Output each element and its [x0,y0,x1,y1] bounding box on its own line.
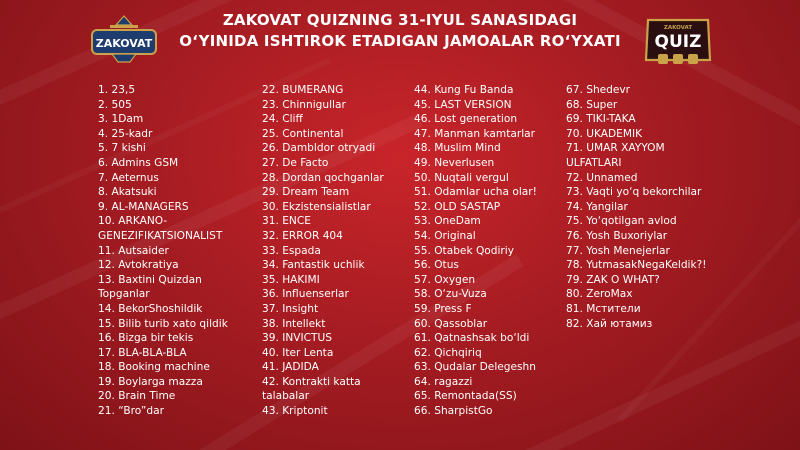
team-list-column-1 [98,83,256,419]
team-list-item: 13. Baxtini Quizdan [98,273,202,286]
team-list-item: 41. JADIDA [262,361,319,374]
team-list-item: 37. Insight [262,302,319,315]
team-list-item: 58. O‘zu-Vuza [414,288,487,301]
team-list-item: 73. Vaqti yo‘q bekorchilar [566,186,702,199]
team-list-item: 46. Lost generation [414,113,518,126]
team-list-item: 57. Oxygen [414,273,476,286]
team-list-item: 49. Neverlusen [414,156,495,169]
team-list-item: 61. Qatnashsak bo‘ldi [414,332,530,345]
team-list-item: 81. Мстители [566,302,641,315]
team-list-item: 40. Iter Lenta [262,346,334,359]
team-list-item: 7. Aeternus [98,171,159,184]
team-list-item: 68. Super [566,98,618,111]
team-list-item: 6. Admins GSM [98,156,179,169]
team-list-item: 30. Ekzistensialistlar [262,200,371,213]
team-list-item: 53. OneDam [414,215,481,228]
team-list-item: 43. Kriptonit [262,405,328,418]
team-list-item: 15. Bilib turib xato qildik [98,317,228,330]
team-list-item: talabalar [262,390,310,403]
team-list-item: 70. UKADEMIK [566,127,643,140]
team-list-item: 56. Otus [414,259,459,272]
team-list-item: 26. Dambldor otryadi [262,142,376,155]
team-list-item: 20. Brain Time [98,390,176,403]
team-list-item: 77. Yosh Menejerlar [566,244,670,257]
quiz-logo-main-text: QUIZ [654,32,702,52]
team-list-item: 50. Nuqtali vergul [414,171,509,184]
team-list-item: 5. 7 kishi [98,142,146,155]
page-title [0,10,800,52]
team-list-item: 21. “Bro”dar [98,405,164,418]
team-list-item: 60. Qassoblar [414,317,488,330]
team-list-item: GENEZIFIKATSIONALIST [98,229,223,242]
team-list-item: 39. INVICTUS [262,332,332,345]
team-list-item: 14. BekorShoshildik [98,302,203,315]
team-list-item: 63. Qudalar Delegeshn [414,361,536,374]
team-list-item: 33. Espada [262,244,321,257]
team-list-item: 23. Chinnigullar [262,98,346,111]
team-list-item: 67. Shedevr [566,84,631,96]
team-list-item: 16. Bizga bir tekis [98,332,194,345]
team-list-item: 69. TIKI-TAKA [566,113,636,126]
team-list-item: 34. Fantastik uchlik [262,259,365,272]
team-list-item: 59. Press F [414,302,472,315]
team-list-item: 66. SharpistGo [414,405,493,418]
team-list-column-3 [414,83,564,419]
team-list-item: 12. Avtokratiya [98,259,179,272]
zakovat-logo-text: ZAKOVAT [95,37,153,50]
team-list-item: 45. LAST VERSION [414,98,512,111]
team-list-item: 44. Kung Fu Banda [414,84,514,96]
team-list-item: 71. UMAR XAYYOM [566,142,665,155]
team-list-item: 42. Kontrakti katta [262,375,361,388]
team-list-item: 52. OLD SASTAP [414,200,501,213]
quiz-logo-emblem [658,54,698,64]
team-list-item: 9. AL-MANAGERS [98,200,189,213]
team-list-item: 78. YutmasakNegaKeldik?! [566,259,707,272]
quiz-logo-top-text: ZAKOVAT [663,25,693,31]
team-list-item: 22. BUMERANG [262,84,344,96]
team-list-item: 27. De Facto [262,156,329,169]
team-list-item: 1. 23,5 [98,84,136,96]
team-list-item: 82. Хай ютамиз [566,317,653,330]
team-list-item: 29. Dream Team [262,186,350,199]
team-list-item: ULFATLARI [566,156,622,169]
team-list-item: 55. Otabek Qodiriy [414,244,514,257]
team-list-item: 38. Intellekt [262,317,326,330]
team-list-item: 62. Qichqiriq [414,346,482,359]
team-list-item: 28. Dordan qochganlar [262,171,384,184]
team-list-item: 32. ERROR 404 [262,229,343,242]
team-list-item: 19. Boylarga mazza [98,375,203,388]
team-list-item: 51. Odamlar ucha olar! [414,186,537,199]
team-list-column-2 [262,83,410,419]
team-list-item: 80. ZeroMax [566,288,633,301]
team-list-item: 64. ragazzi [414,375,473,388]
team-list-item: 25. Continental [262,127,344,140]
team-list-item: 3. 1Dam [98,113,144,126]
team-list-item: 79. ZAK O WHAT? [566,273,660,286]
team-list-item: 17. BLA-BLA-BLA [98,346,187,359]
team-list-item: 24. Cliff [262,113,303,126]
team-list-item: 2. 505 [98,98,132,111]
team-list-item: 18. Booking machine [98,361,210,374]
team-list-item: 35. HAKIMI [262,273,320,286]
team-list-item: 47. Manman kamtarlar [414,127,536,140]
team-list-item: 10. ARKANO- [98,215,168,228]
team-list-item: 48. Muslim Mind [414,142,501,155]
team-list-item: 8. Akatsuki [98,186,157,199]
title-line-1: ZAKOVAT QUIZNING 31-IYUL SANASIDAGI [222,11,578,29]
team-list-item: 74. Yangilar [566,200,628,213]
team-list-column-4 [566,83,716,331]
team-list-item: 76. Yosh Buxoriylar [566,229,668,242]
team-list-item: 31. ENCE [262,215,311,228]
team-list-item: 72. Unnamed [566,171,638,184]
team-list-item: 54. Original [414,229,476,242]
team-list-item: Topganlar [98,288,150,301]
team-list-item: 4. 25-kadr [98,127,153,140]
team-list-item: 75. Yo‘qotilgan avlod [566,215,677,228]
team-list-item: 36. Influenserlar [262,288,349,301]
team-list-item: 65. Remontada(SS) [414,390,517,403]
title-line-2: O‘YINIDA ISHTIROK ETADIGAN JAMOALAR RO‘YXATI [179,32,621,50]
team-list-item: 11. Autsaider [98,244,169,257]
